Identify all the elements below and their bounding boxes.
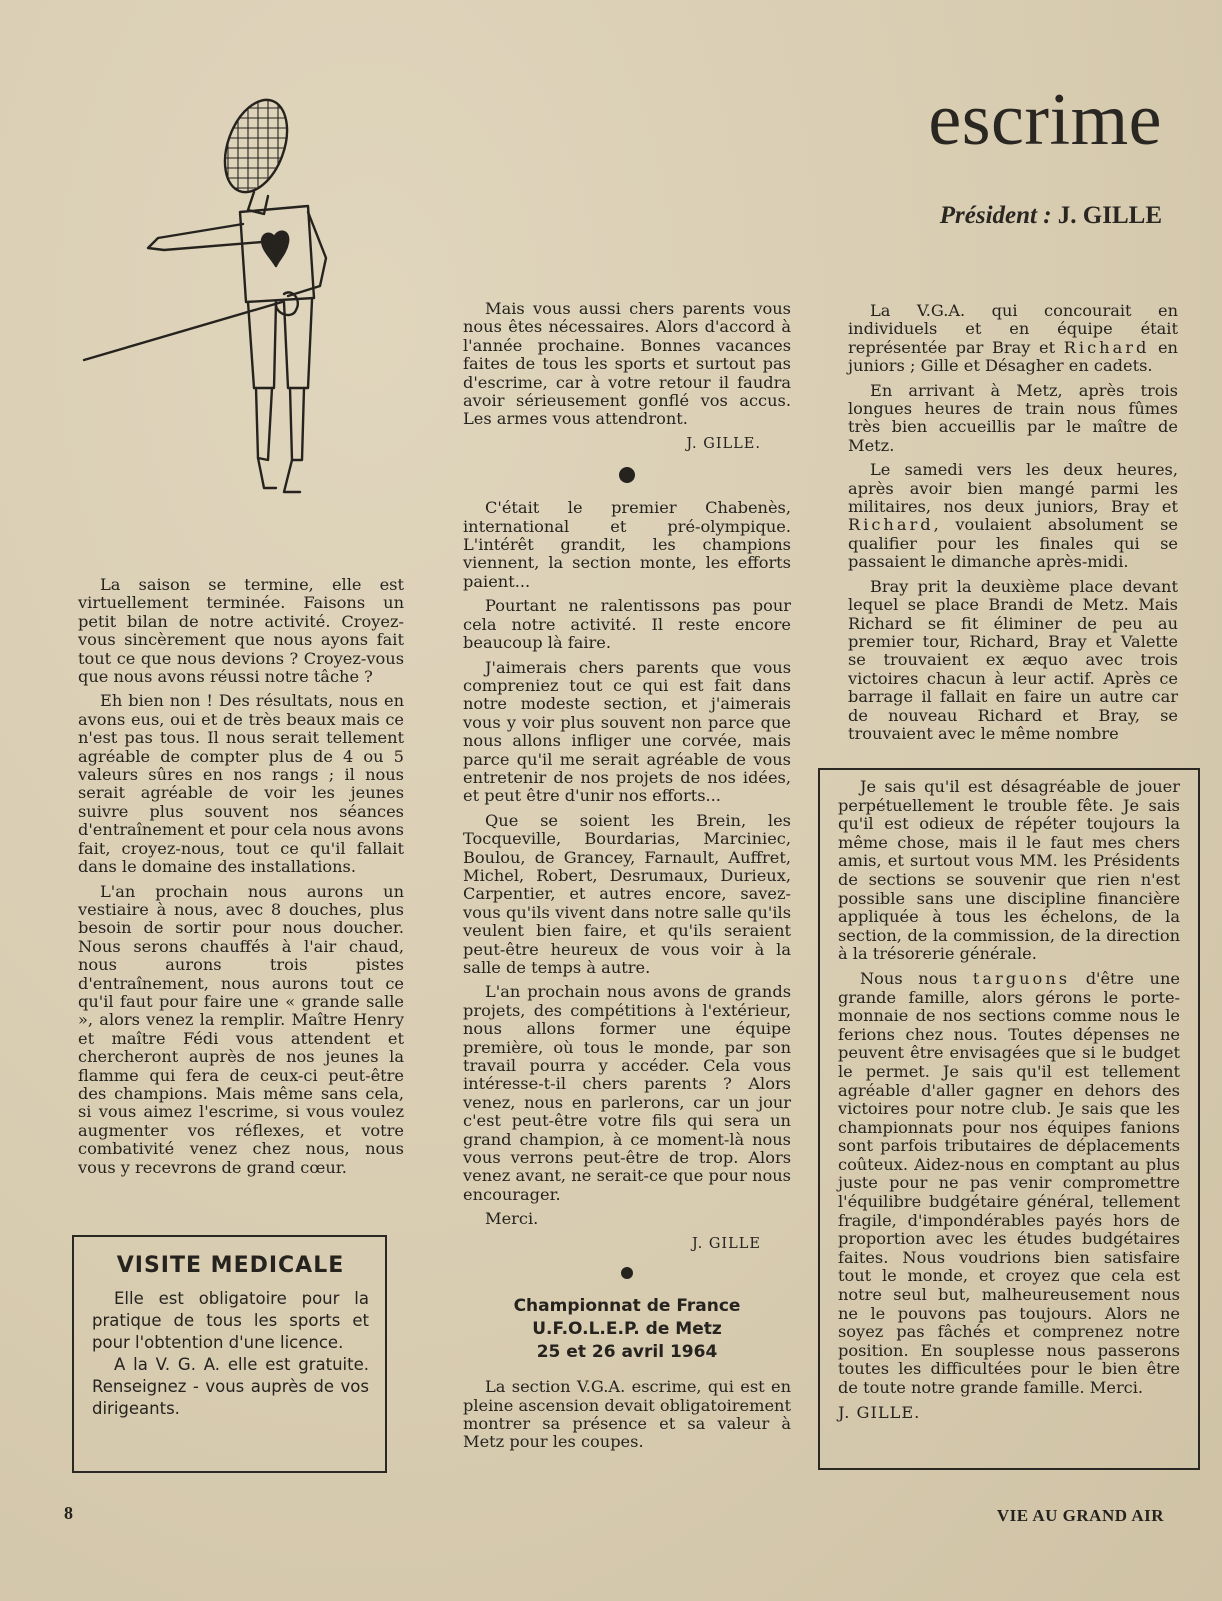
- finance-box: [818, 768, 1200, 1470]
- paragraph: C'était le premier Chabenès, international et pré-olympique. L'intérêt grandit, les champions viennent, la section monte, les efforts paient...: [463, 498, 791, 591]
- signature: J. GILLE.: [838, 1402, 921, 1422]
- paragraph: Mais vous aussi chers parents vous nous êtes nécessaires. Alors d'accord à l'année prochaine. Bonnes vacances faites de tous les sports et surtout pas d'escrime, car à votre retour il faudra avoir sérieusement gonflé vos accus. Les armes vous attendront.: [463, 299, 791, 429]
- paragraph: La section V.G.A. escrime, qui est en pleine ascension devait obligatoirement montrer sa présence et sa valeur à Metz pour les coupes.: [463, 1377, 791, 1452]
- signature: J. GILLE: [691, 1235, 761, 1252]
- name-spaced: Richard: [1063, 337, 1150, 357]
- paragraph: L'an prochain nous aurons un vestiaire à nous, avec 8 douches, plus besoin de sortir pour nous doucher. Nous serons chauffés à l'air chaud, nous aurons trois pistes d'entraînement, nous aurons tout ce qu'il faut pour faire une « grande salle », alors venez la remplir. Maître Henry et maître Fédi vous attendent et chercheront auprès de nos jeunes la flamme qui fera de ceux-ci peut-être des champions. Mais même sans cela, si vous aimez l'escrime, si vous voulez augmenter vos réflexes, et votre combativité venez chez nous, nous vous y recevrons de grand cœur.: [78, 881, 404, 1177]
- magazine-name: VIE AU GRAND AIR: [996, 1506, 1164, 1525]
- section-title: escrime: [928, 79, 1162, 161]
- column-middle: [463, 300, 791, 1458]
- paragraph: Pourtant ne ralentissons pas pour cela notre activité. Il reste encore beaucoup là faire.: [463, 596, 791, 653]
- paragraph: Eh bien non ! Des résultats, nous en avons eus, oui et de très beaux mais ce n'est pas tous. Il nous serait tellement agréable de compter plus de 4 ou 5 valeurs sûres en nos rangs ; il nous serait agréable de voir les jeunes suivre plus souvent nos séances d'entraînement et pour cela nous avons fait, croyez-nous, tout ce qu'il fallait dans le domaine des installations.: [78, 691, 404, 877]
- championship-line: U.F.O.L.E.P. de Metz: [532, 1319, 722, 1340]
- column-right: [848, 302, 1178, 749]
- medical-visit-box: [72, 1235, 387, 1473]
- medical-visit-text: Elle est obligatoire pour la pratique de tous les sports et pour l'obtention d'une licence.: [92, 1289, 369, 1352]
- paragraph: [848, 302, 1178, 376]
- championship-heading: [463, 1295, 791, 1364]
- paragraph: Que se soient les Brein, les Tocqueville, Bourdarias, Marciniec, Boulou, de Grancey, Farnault, Auffret, Michel, Robert, Desrumaux, Durieux, Carpentier, et autres encore, savez-vous qu'ils vivent dans notre salle qu'ils veulent bien faire, et qu'ils seraient peut-être heureux de vous voir à la salle de temps à autre.: [463, 810, 791, 977]
- text: Nous nous: [860, 968, 958, 988]
- paragraph: [848, 461, 1178, 571]
- text: La V.G.A. qui concourait en individuels et en équipe était représentée par Bray et: [848, 301, 1178, 357]
- closing: Merci.: [485, 1209, 539, 1229]
- president-line: [940, 202, 1162, 230]
- medical-visit-heading: VISITE MEDICALE: [116, 1253, 345, 1278]
- paragraph: La saison se termine, elle est virtuellement terminée. Faisons un petit bilan de notre activité. Croyez-vous sincèrement que nous ayons fait tout ce que nous devions ? Croyez-vous que nous avons réussi notre tâche ?: [78, 575, 404, 687]
- column-left: [78, 576, 404, 1183]
- championship-line: Championnat de France: [513, 1296, 741, 1317]
- text: Le samedi vers les deux heures, après avoir bien mangé parmi les militaires, nos deux juniors, Bray et: [848, 460, 1178, 517]
- text: , voulaient absolument se qualifier pour les finales qui se passaient le dimanche après-midi.: [848, 515, 1178, 572]
- paragraph: En arrivant à Metz, après trois longues heures de train nous fûmes très bien accueillis par le maître de Metz.: [848, 380, 1178, 455]
- section-bullet: [621, 1267, 633, 1279]
- paragraph: L'an prochain nous avons de grands projets, des compétitions à l'extérieur, nous allons former une équipe première, où tous le monde, par son travail pourra y accéder. Cela vous intéresse-t-il chers parents ? Alors venez, nous en parlerons, car un jour c'est peut-être votre fils qui sera un grand champion, à ce moment-là nous vous verrons peut-être de trop. Alors venez avant, ne serait-ce que pour nous encourager.: [463, 982, 791, 1204]
- paragraph: J'aimerais chers parents que vous compreniez tout ce qui est fait dans notre modeste section, et j'aimerais vous y voir plus souvent non parce que nous allons infliger une corvée, mais parce qu'il me serait agréable de vous entretenir de nos projets de nos idées, et peut être d'unir nos efforts...: [463, 657, 791, 806]
- championship-line: 25 et 26 avril 1964: [536, 1342, 718, 1363]
- name-spaced: Richard: [848, 515, 934, 535]
- fencer-illustration: [78, 88, 378, 528]
- medical-visit-text: A la V. G. A. elle est gratuite. Renseignez - vous auprès de vos dirigeants.: [92, 1355, 369, 1418]
- page-number: 8: [64, 1503, 73, 1523]
- word-spaced: targuons: [972, 968, 1071, 988]
- president-label: Président :: [939, 202, 1052, 229]
- signature: J. GILLE.: [686, 435, 761, 452]
- paragraph: [838, 970, 1180, 1398]
- paragraph: Je sais qu'il est désagréable de jouer perpétuellement le trouble fête. Je sais qu'il est odieux de répéter toujours la même chose, mais il le faut mes chers amis, et surtout vous MM. les Présidents de sections se souvenir que rien n'est possible sans une discipline financière appliquée à tous les échelons, de la section, de la commission, de la direction à la trésorerie générale.: [838, 777, 1180, 964]
- text: en juniors ; Gille et Désagher en cadets.: [848, 337, 1178, 376]
- text: d'être une grande famille, alors gérons le porte-monnaie de nos sections comme nous le ferions chez nous. Toutes dépenses ne peuvent être envisagées que si le budget le permet. Je sais qu'il est tellement agréable d'aller gagner en dehors des victoires pour notre club. Je sais que les championnats pour nos équipes fanions sont parfois tributaires de déplacements coûteux. Aidez-nous en comptant au plus juste pour ne pas venir compromettre l'équilibre budgétaire général, tellement fragile, d'impondérables payés hors de proportion avec les études budgétaires faites. Nous voudrions bien satisfaire tout le monde, et croyez que cela est notre seul but, malheureusement nous ne le pouvons pas toujours. Alors ne soyez pas fâchés et comprenez notre position. En souplesse nous passerons toutes les difficultées pour le bien être de toute notre grande famille. Merci.: [838, 968, 1180, 1397]
- section-bullet: [619, 467, 635, 483]
- president-name: J. GILLE: [1057, 202, 1162, 229]
- paragraph: Bray prit la deuxième place devant lequel se place Brandi de Metz. Mais Richard se fit éliminer de peu au premier tour, Richard, Bray et Valette se trouvaient ex æquo avec trois victoires chacun à leur actif. Après ce barrage il fallait en faire un autre car de nouveau Richard et Bray, se trouvaient avec le même nombre: [848, 576, 1178, 743]
